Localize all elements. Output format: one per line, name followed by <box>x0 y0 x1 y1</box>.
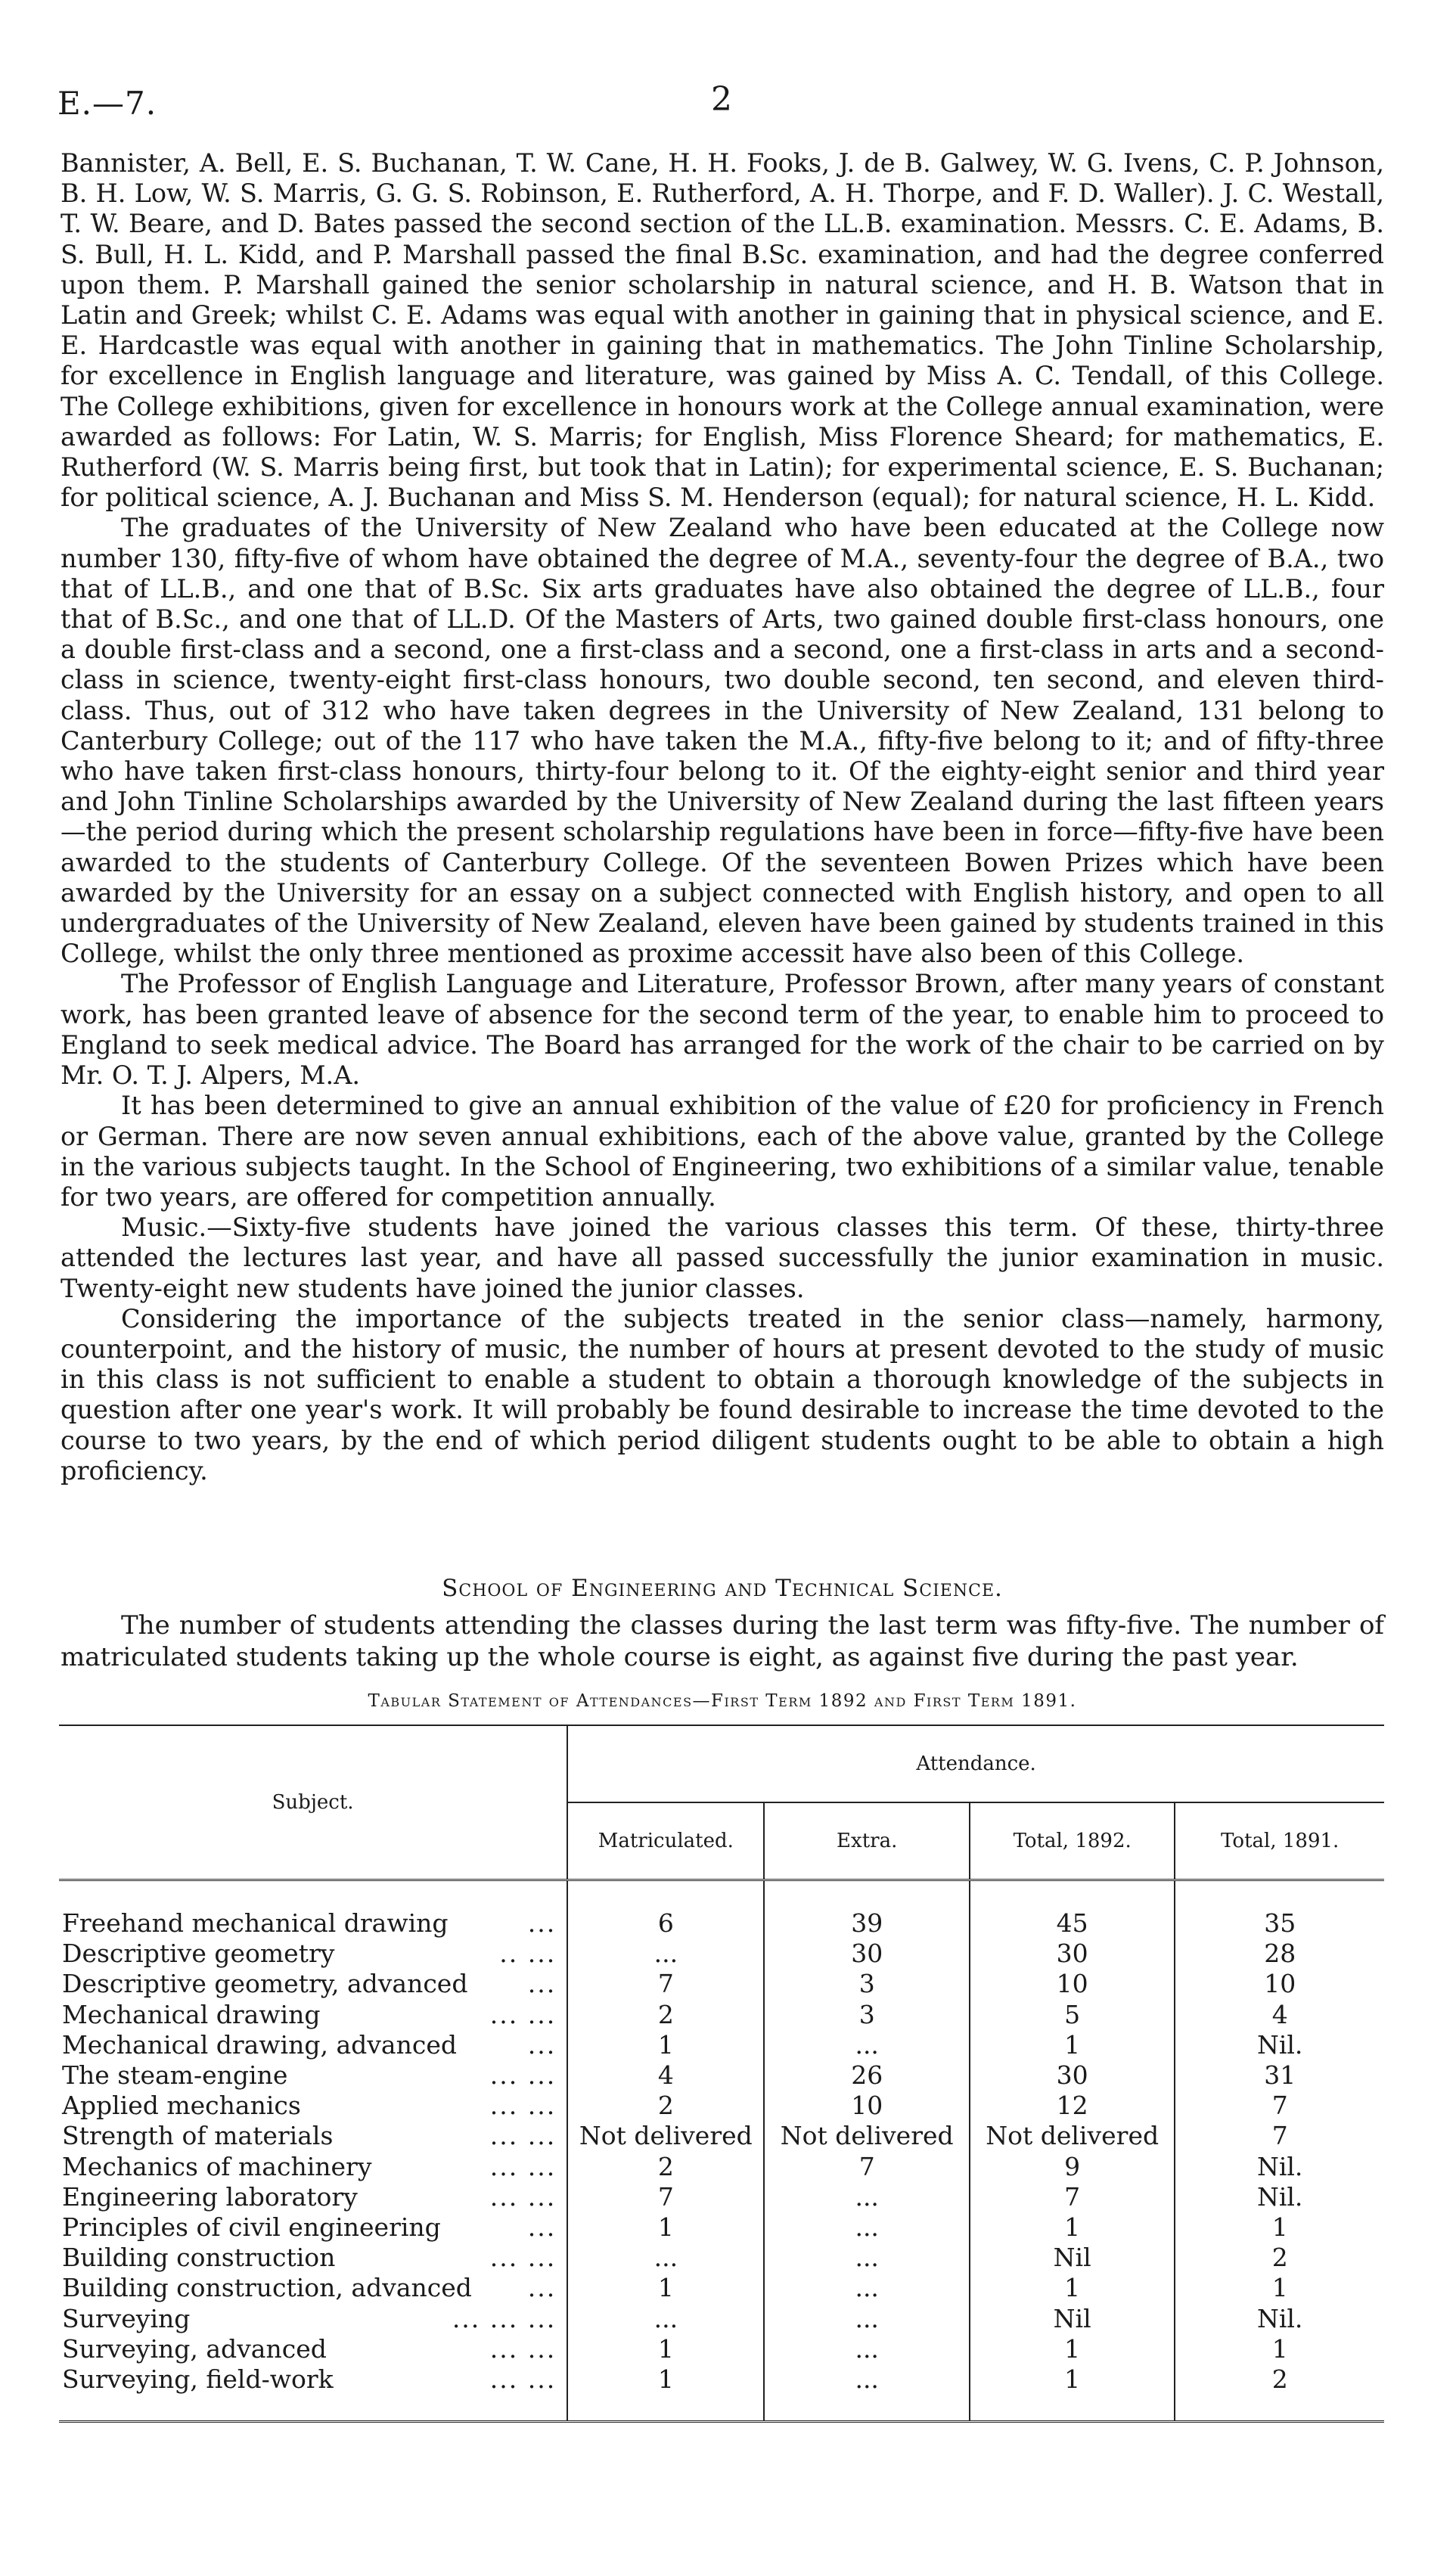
paragraph-scholarships: Bannister, A. Bell, E. S. Buchanan, T. W. Cane, H. H. Fooks, J. de B. Galwey, W. G. Ivens, C. P. Johnson, B. H. Low, W. S. Marris, G. G. S. Robinson, E. Rutherford, A. H. Thorpe, and F. D. Waller). J. C. Westall, T. W. Beare, and D. Bates passed the second section of the LL.B. examination. Messrs. C. E. Adams, B. S. Bull, H. L. Kidd, and P. Marshall passed the final B.Sc. examination, and had the degree conferred upon them. P. Marshall gained the senior scholarship in natural science, and H. B. Watson that in Latin and Greek; whilst C. E. Adams was equal with another in gaining that in physical science, and E. E. Hardcastle was equal with another in gaining that in mathematics. The John Tinline Scholarship, for excellence in English language and literature, was gained by Miss A. C. Tendall, of this College. The College exhibitions, given for excellence in honours work at the College annual examination, were awarded as follows: For Latin, W. S. Marris; for English, Miss Florence Sheard; for mathematics, E. Rutherford (W. S. Marris being first, but took that in Latin); for experimental science, E. S. Buchanan; for political science, A. J. Buchanan and Miss S. M. Henderson (equal); for natural science, H. L. Kidd. <box>61 148 1384 513</box>
total-1891-cell: 7 <box>1271 2091 1288 2121</box>
table-caption: Tabular Statement of Attendances—First Term 1892 and First Term 1891. <box>368 1691 1077 1711</box>
total-1892-cell: 1 <box>970 2030 1175 2060</box>
paragraph-exhibition: It has been determined to give an annual exhibition of the value of £20 for proficiency in French or German. There are now seven annual exhibitions, each of the above value, granted by the College in the various subjects taught. In the School of Engineering, two exhibitions of a similar value, tenable for two years, are offered for competition annually. <box>61 1091 1384 1212</box>
table-row <box>59 2121 1384 2151</box>
table-row <box>59 2334 1384 2364</box>
total-1891-cell: Nil. <box>1256 2151 1303 2181</box>
extra-cell: 3 <box>764 1969 969 1999</box>
total-1891-cell: Nil. <box>1256 2303 1303 2333</box>
total-1891-cell: 1 <box>1271 2212 1288 2243</box>
page-number: 2 <box>711 80 732 119</box>
extra-cell: 10 <box>764 2091 969 2121</box>
subject-cell <box>59 2182 567 2212</box>
leader-dots: ... ... <box>489 2121 557 2151</box>
leader-dots: ... ... <box>489 2333 557 2364</box>
extra-cell: ... <box>764 2304 969 2334</box>
engineering-text <box>61 1610 1384 1673</box>
total-1891-cell: 4 <box>1271 1999 1288 2029</box>
total-1892-cell: Nil <box>970 2243 1175 2273</box>
body-text <box>61 148 1384 1486</box>
total-1891-cell: 7 <box>1271 2121 1288 2151</box>
matriculated-cell: 7 <box>567 2182 764 2212</box>
subject-cell <box>59 2060 567 2091</box>
subject-cell <box>59 2364 567 2395</box>
total-1892-cell: 7 <box>970 2182 1175 2212</box>
total-1892-cell: 1 <box>970 2334 1175 2364</box>
matriculated-column-header: Matriculated. <box>567 1802 764 1880</box>
leader-dots: ... <box>527 1908 557 1938</box>
extra-cell: 30 <box>764 1939 969 1969</box>
subject-cell <box>59 1969 567 1999</box>
subject-name: Descriptive geometry, advanced <box>62 1969 468 1999</box>
leader-dots: ... ... <box>489 1999 557 2029</box>
subject-name: Surveying <box>62 2303 191 2333</box>
table-row <box>59 2000 1384 2030</box>
total-1891-cell: 1 <box>1271 2333 1288 2364</box>
subject-name: The steam-engine <box>62 2060 288 2091</box>
end-cell <box>1175 2395 1384 2422</box>
subject-name: Surveying, advanced <box>62 2333 327 2364</box>
matriculated-cell: 1 <box>567 2273 764 2303</box>
total-1891-cell: 10 <box>1264 1969 1296 1999</box>
leader-dots: ... ... <box>489 2151 557 2181</box>
total-1892-cell: Nil <box>970 2304 1175 2334</box>
attendance-table-container <box>59 1725 1384 2451</box>
matriculated-cell: Not delivered <box>567 2121 764 2151</box>
attendance-table-body <box>59 1880 1384 2422</box>
subject-cell <box>59 2000 567 2030</box>
total-1891-cell: Nil. <box>1256 2181 1303 2212</box>
leader-dots: ... <box>527 2273 557 2303</box>
paragraph-professor-leave: The Professor of English Language and Literature, Professor Brown, after many years of constant work, has been granted leave of absence for the second term of the year, to enable him to proceed to England to seek medical advice. The Board has arranged for the work of the chair to be carried on by Mr. O. T. J. Alpers, M.A. <box>61 969 1384 1091</box>
table-row <box>59 2364 1384 2395</box>
leader-dots: ... ... <box>489 2060 557 2091</box>
paragraph-engineering: The number of students attending the classes during the last term was fifty-five. The number of matriculated students taking up the whole course is eight, as against five during the past year. <box>61 1610 1384 1672</box>
table-row <box>59 2182 1384 2212</box>
subject-column-header: Subject. <box>59 1725 567 1880</box>
extra-cell: 39 <box>764 1908 969 1939</box>
end-cell <box>567 2395 764 2422</box>
matriculated-cell: 4 <box>567 2060 764 2091</box>
matriculated-cell: 2 <box>567 2000 764 2030</box>
total-1892-cell: Not delivered <box>970 2121 1175 2151</box>
spacer-cell <box>1175 1880 1384 1909</box>
subject-cell <box>59 2091 567 2121</box>
extra-cell: Not delivered <box>764 2121 969 2151</box>
table-row <box>59 2243 1384 2273</box>
leader-dots: ... ... <box>489 2243 557 2273</box>
total-1892-cell: 30 <box>970 2060 1175 2091</box>
section-heading: School of Engineering and Technical Science. <box>442 1575 1003 1602</box>
paragraph-music: Music.—Sixty-five students have joined the various classes this term. Of these, thirty-three attended the lectures last year, and have all passed successfully the junior examination in music. Twenty-eight new students have joined the junior classes. <box>61 1212 1384 1303</box>
matriculated-cell: 1 <box>567 2364 764 2395</box>
subject-cell <box>59 1908 567 1939</box>
end-cell <box>59 2395 567 2422</box>
total-1891-cell: 28 <box>1264 1939 1296 1969</box>
total-1891-cell: 2 <box>1271 2243 1288 2273</box>
extra-cell: ... <box>764 2212 969 2243</box>
subject-cell <box>59 2334 567 2364</box>
matriculated-cell: 7 <box>567 1969 764 1999</box>
subject-cell <box>59 2030 567 2060</box>
paragraph-graduates: The graduates of the University of New Zealand who have been educated at the College now number 130, fifty-five of whom have obtained the degree of M.A., seventy-four the degree of B.A., two that of LL.B., and one that of B.Sc. Six arts graduates have also obtained the degree of LL.B., four that of B.Sc., and one that of LL.D. Of the Masters of Arts, two gained double first-class honours, one a double first-class and a second, one a first-class and a second, one a first-class in arts and a second-class in science, twenty-eight first-class honours, two double second, ten second, and eleven third-class. Thus, out of 312 who have taken degrees in the University of New Zealand, 131 belong to Canterbury College; out of the 117 who have taken the M.A., fifty-five belong to it; and of fifty-three who have taken first-class honours, thirty-four belong to it. Of the eighty-eight senior and third year and John Tinline Scholarships awarded by the University of New Zealand during the last fifteen years—the period during which the present scholarship regulations have been in force—fifty-five have been awarded to the students of Canterbury College. Of the seventeen Bowen Prizes which have been awarded by the University for an essay on a subject connected with English history, and open to all undergraduates of the University of New Zealand, eleven have been gained by students trained in this College, whilst the only three mentioned as proxime accessit have also been of this College. <box>61 513 1384 969</box>
total-1892-cell: 10 <box>970 1969 1175 1999</box>
subject-name: Strength of materials <box>62 2121 334 2151</box>
leader-dots: ... ... <box>489 2091 557 2121</box>
subject-cell <box>59 1939 567 1969</box>
subject-name: Building construction, advanced <box>62 2273 472 2303</box>
subject-name: Applied mechanics <box>62 2091 301 2121</box>
leader-dots: ... <box>527 2212 557 2243</box>
subject-cell <box>59 2304 567 2334</box>
matriculated-cell: 2 <box>567 2091 764 2121</box>
matriculated-cell: ... <box>567 2243 764 2273</box>
matriculated-cell: ... <box>567 2304 764 2334</box>
matriculated-cell: 1 <box>567 2334 764 2364</box>
table-row <box>59 2212 1384 2243</box>
subject-name: Surveying, field-work <box>62 2364 334 2395</box>
paragraph-senior-class: Considering the importance of the subjects treated in the senior class—namely, harmony, counterpoint, and the history of music, the number of hours at present devoted to the study of music in this class is not sufficient to enable a student to obtain a thorough knowledge of the subjects in question after one year's work. It will probably be found desirable to increase the time devoted to the course to two years, by the end of which period diligent students ought to be able to obtain a high proficiency. <box>61 1303 1384 1486</box>
total-1892-cell: 5 <box>970 2000 1175 2030</box>
total-1891-cell: 2 <box>1271 2364 1288 2395</box>
subject-name: Descriptive geometry <box>62 1939 335 1969</box>
leader-dots: ... ... <box>489 2181 557 2212</box>
spacer-cell <box>970 1880 1175 1909</box>
extra-cell: 3 <box>764 2000 969 2030</box>
extra-cell: 26 <box>764 2060 969 2091</box>
table-row <box>59 2273 1384 2303</box>
extra-cell: ... <box>764 2030 969 2060</box>
table-row <box>59 2304 1384 2334</box>
subject-name: Freehand mechanical drawing <box>62 1908 449 1938</box>
subject-name: Building construction <box>62 2243 336 2273</box>
total-1892-cell: 1 <box>970 2273 1175 2303</box>
extra-column-header: Extra. <box>764 1802 969 1880</box>
end-cell <box>764 2395 969 2422</box>
leader-dots: ... ... ... <box>452 2303 557 2333</box>
total-1891-cell: 31 <box>1264 2060 1296 2091</box>
total-1892-cell: 1 <box>970 2212 1175 2243</box>
extra-cell: ... <box>764 2334 969 2364</box>
matriculated-cell: 1 <box>567 2212 764 2243</box>
total-1891-cell: 35 <box>1264 1908 1296 1938</box>
matriculated-cell: 6 <box>567 1908 764 1939</box>
subject-cell <box>59 2121 567 2151</box>
subject-name: Mechanics of machinery <box>62 2151 372 2181</box>
total-1891-column-header: Total, 1891. <box>1175 1802 1384 1880</box>
matriculated-cell: 1 <box>567 2030 764 2060</box>
leader-dots: ... <box>527 2029 557 2060</box>
subject-cell <box>59 2273 567 2303</box>
total-1891-cell: 1 <box>1271 2273 1288 2303</box>
attendance-table <box>59 1725 1384 2423</box>
spacer-cell <box>764 1880 969 1909</box>
subject-cell <box>59 2243 567 2273</box>
total-1892-cell: 45 <box>970 1908 1175 1939</box>
extra-cell: ... <box>764 2273 969 2303</box>
extra-cell: ... <box>764 2243 969 2273</box>
end-cell <box>970 2395 1175 2422</box>
subject-cell <box>59 2212 567 2243</box>
extra-cell: ... <box>764 2364 969 2395</box>
subject-cell <box>59 2152 567 2182</box>
table-row <box>59 2030 1384 2060</box>
table-row <box>59 2152 1384 2182</box>
extra-cell: 7 <box>764 2152 969 2182</box>
leader-dots: ... <box>527 1969 557 1999</box>
total-1892-column-header: Total, 1892. <box>970 1802 1175 1880</box>
matriculated-cell: ... <box>567 1939 764 1969</box>
extra-cell: ... <box>764 2182 969 2212</box>
table-row <box>59 2091 1384 2121</box>
total-1892-cell: 1 <box>970 2364 1175 2395</box>
spacer-cell <box>567 1880 764 1909</box>
total-1892-cell: 12 <box>970 2091 1175 2121</box>
total-1892-cell: 30 <box>970 1939 1175 1969</box>
attendance-group-header: Attendance. <box>567 1725 1384 1802</box>
table-end-row <box>59 2395 1384 2422</box>
table-row <box>59 1969 1384 1999</box>
subject-name: Principles of civil engineering <box>62 2212 441 2243</box>
table-row <box>59 2060 1384 2091</box>
table-row <box>59 1908 1384 1939</box>
subject-name: Mechanical drawing <box>62 1999 321 2029</box>
leader-dots: ... ... <box>489 2364 557 2395</box>
spacer-cell <box>59 1880 567 1909</box>
leader-dots: .. ... <box>499 1939 557 1969</box>
matriculated-cell: 2 <box>567 2152 764 2182</box>
subject-name: Engineering laboratory <box>62 2181 358 2212</box>
total-1892-cell: 9 <box>970 2152 1175 2182</box>
total-1891-cell: Nil. <box>1256 2029 1303 2060</box>
subject-name: Mechanical drawing, advanced <box>62 2029 457 2060</box>
table-row <box>59 1939 1384 1969</box>
table-spacer-row <box>59 1880 1384 1909</box>
report-code: E.—7. <box>57 85 157 122</box>
